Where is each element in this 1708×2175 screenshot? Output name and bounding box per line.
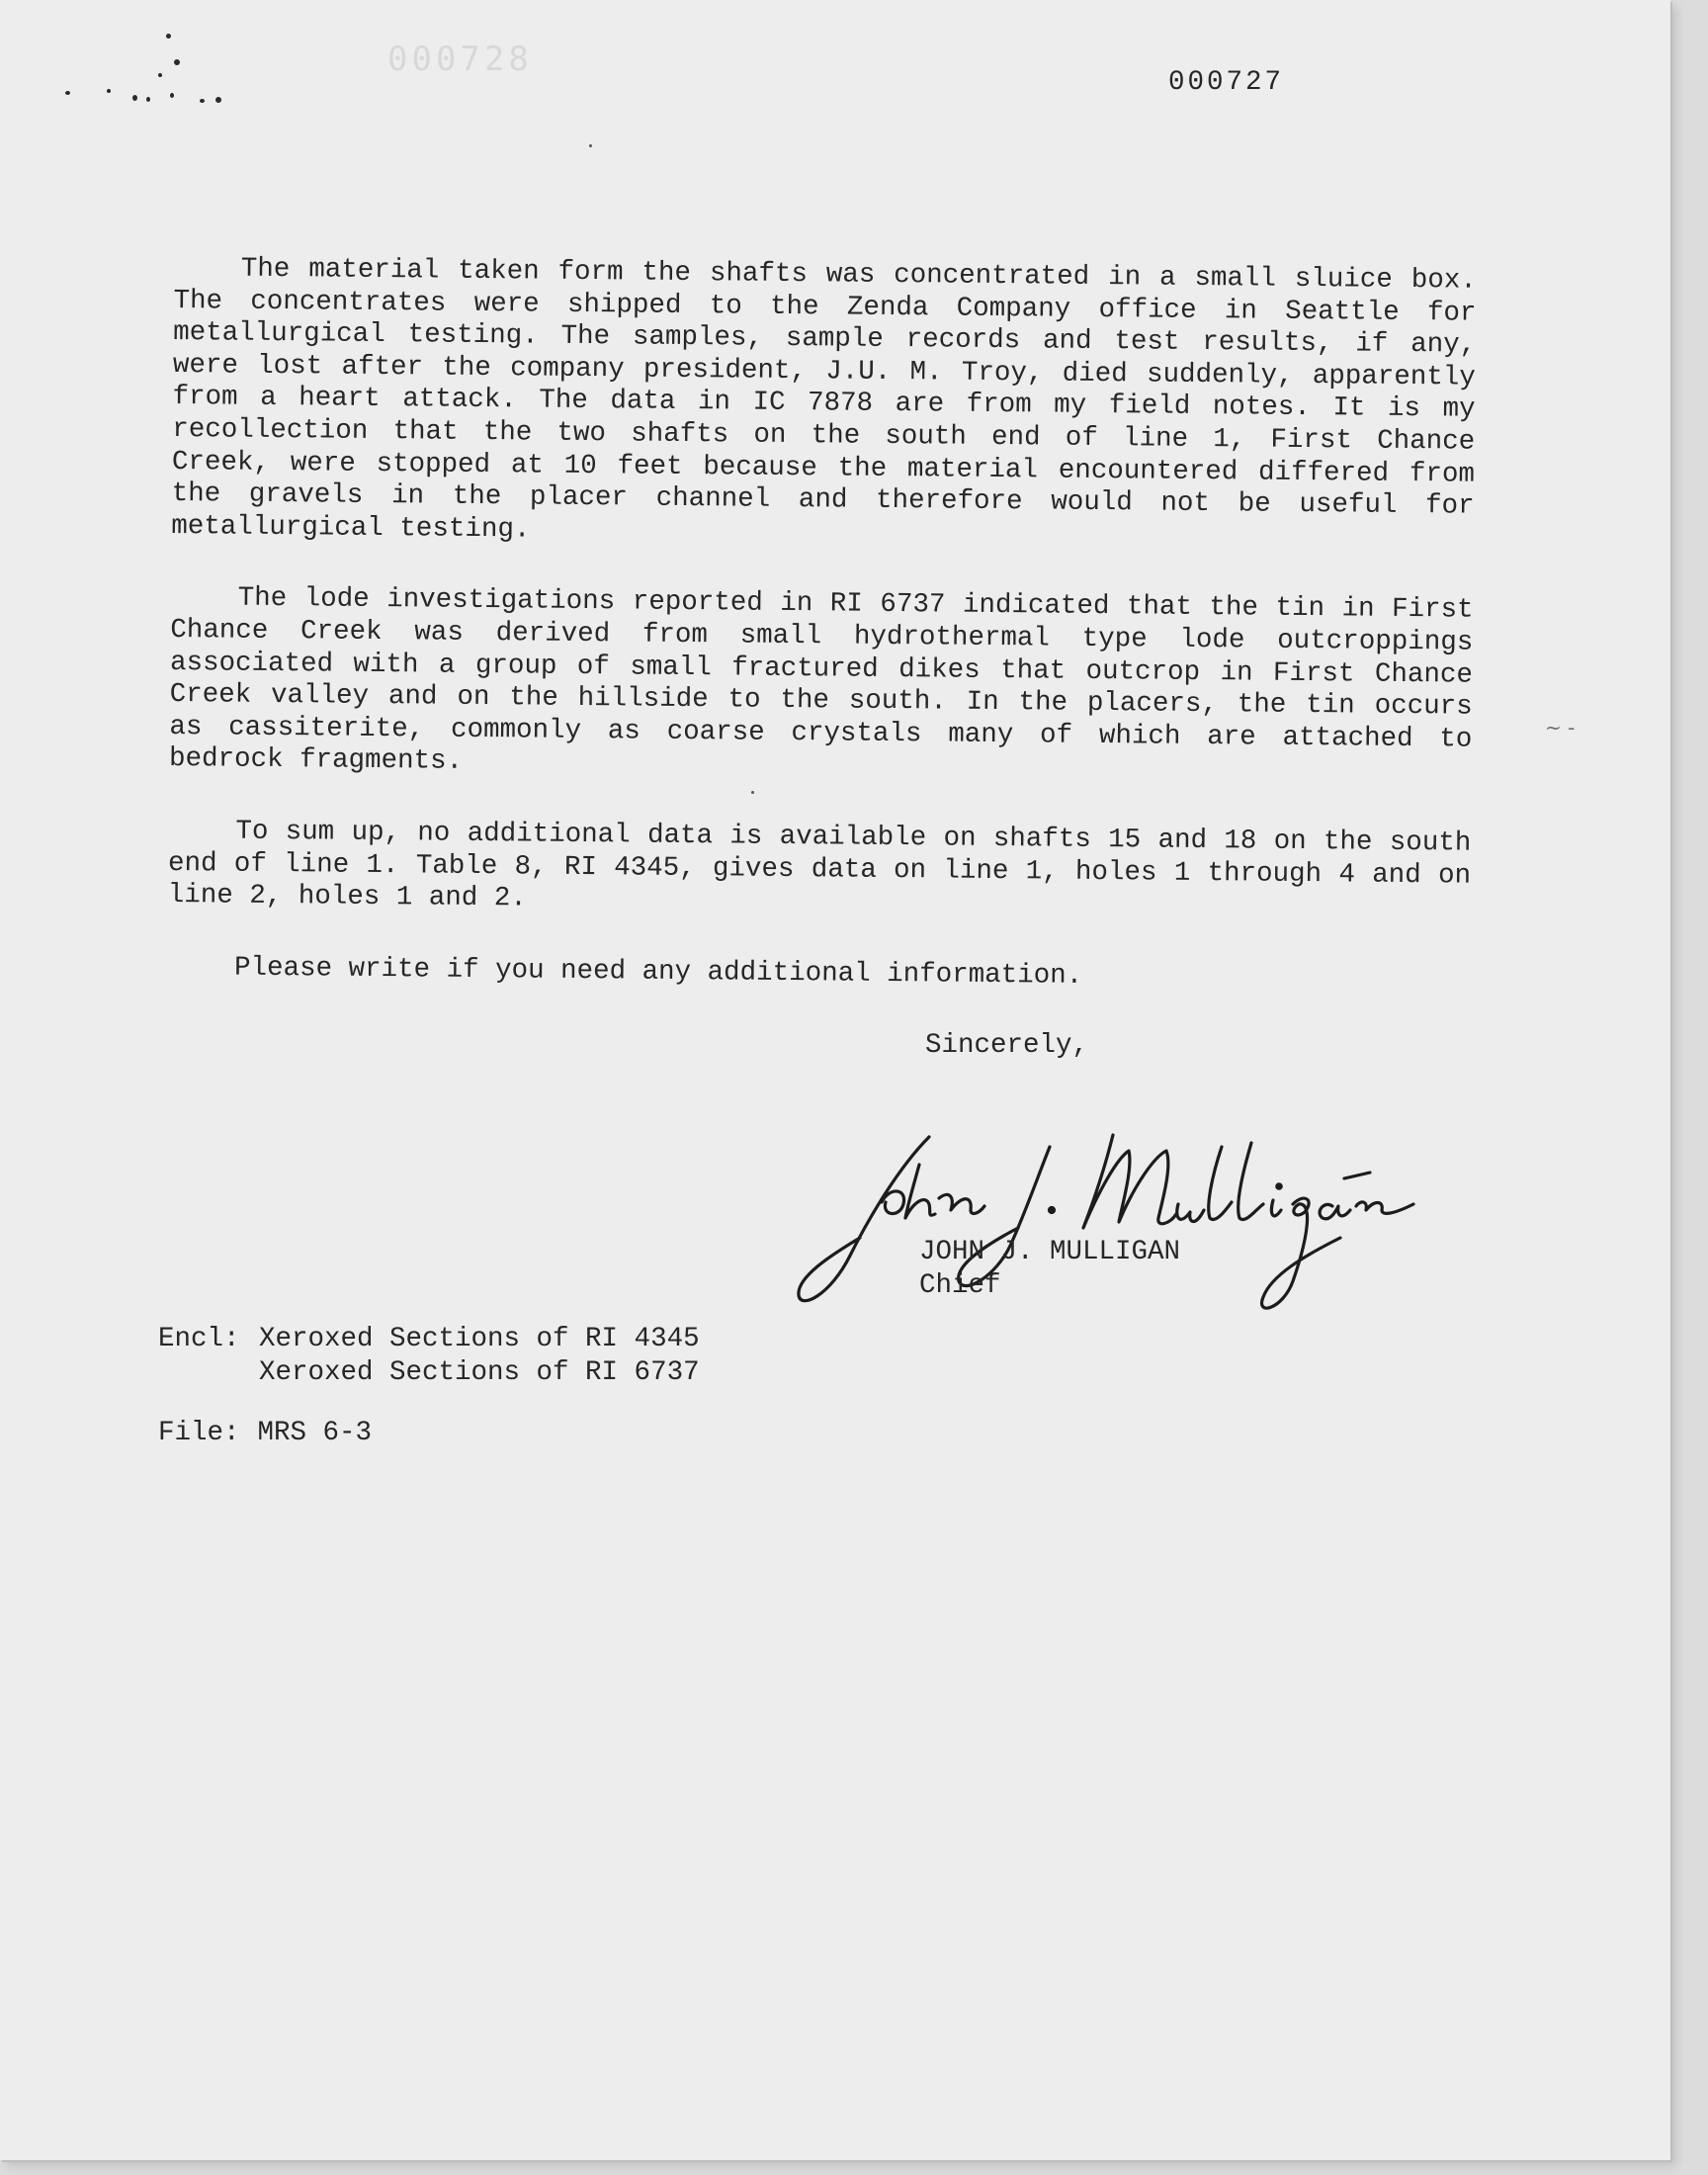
scan-speck <box>65 91 70 95</box>
scan-speck <box>158 73 162 77</box>
bleed-through-number: 000728 <box>387 40 533 79</box>
signer-title: Chief <box>919 1270 1001 1301</box>
scan-speck <box>589 144 592 147</box>
closing-salutation: Sincerely, <box>925 1030 1089 1061</box>
enclosure-label: Encl: <box>158 1324 240 1354</box>
file-value: MRS 6-3 <box>257 1418 373 1448</box>
file-label: File: <box>158 1418 240 1448</box>
margin-mark: ~ - <box>1545 716 1576 740</box>
scan-speck <box>166 34 171 39</box>
body-paragraph: The lode investigations reported in RI 6737 indicated that the tin in First Chance Creek was derived from small hydrothermal type lode outcroppings associated with a group of small fractured dikes that outcrop in First Chance Creek valley and on the hillside to the south. In the placers, the tin occurs as cassiterite, commonly as coarse crystals many of which are attached to bedrock fragments. <box>168 582 1474 778</box>
scan-speck <box>170 93 174 98</box>
enclosures-block <box>158 1323 700 1390</box>
letter-body <box>167 253 1477 1036</box>
scan-speck <box>132 95 137 101</box>
scan-speck <box>107 89 111 93</box>
signer-name: JOHN J. MULLIGAN <box>919 1237 1181 1267</box>
enclosure-row <box>158 1356 700 1390</box>
body-paragraph: The material taken form the shafts was concentrated in a small sluice box. The concentrates were shipped to the Zenda Company office in Seattle for metallurgical testing. The samples, sample records and test results, if any, were lost after the company president, J.U. M. Troy, died suddenly, apparently from a heart attack. The data in IC 7878 are from my field notes. It is my recollection that the two shafts on the south end of line 1, First Chance Creek, were stopped at 10 feet because the material encountered differed from the gravels in the placer channel and therefore would not be useful for metallurgical testing. <box>171 253 1477 546</box>
enclosure-item: Xeroxed Sections of RI 4345 <box>259 1324 700 1354</box>
body-paragraph: To sum up, no additional data is available on shafts 15 and 18 on the south end of line 1. Table 8, RI 4345, gives data on line 1, holes 1 through 4 and on line 2, holes 1 and 2. <box>167 816 1472 914</box>
scan-speck <box>200 99 205 103</box>
scan-speck <box>174 59 180 65</box>
body-paragraph: Please write if you need any additional information. <box>233 952 1083 992</box>
file-reference <box>158 1418 372 1448</box>
scan-speck <box>146 97 150 102</box>
enclosure-item: Xeroxed Sections of RI 6737 <box>259 1357 700 1388</box>
scan-speck <box>215 97 221 103</box>
enclosure-row <box>158 1323 700 1356</box>
page-number: 000727 <box>1168 67 1285 98</box>
signature-block <box>919 1236 1180 1303</box>
